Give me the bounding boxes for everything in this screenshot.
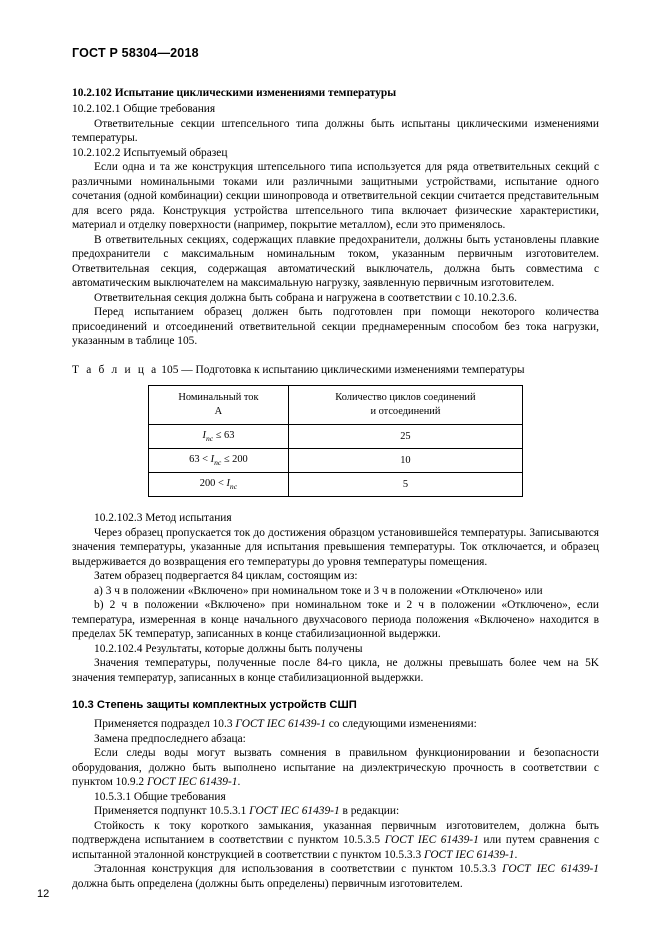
p10-5-3-1-1-part-b: в редакции: [339,805,400,818]
table-cell-cycles: 10 [288,449,522,473]
p10-3-3-part-a: Если следы воды могут вызвать сомнения в правильном функционировании и безопасности оборудования, должно быть выполнено испытание на диэлектрическую прочность в соответствии с пунктом 10.9.2 [72,747,599,789]
table-cell-cycles: 25 [288,425,522,449]
table-caption-title: Подготовка к испытанию циклическими изменениями температуры [195,363,525,376]
p10-3-1-part-b: со следующими изменениями: [325,718,477,731]
paragraph-10-2-102-2-2: В ответвительных секциях, содержащих плавкие предохранители, должны быть установлены плавкие предохранители с максимальным номинальным током, указанным первичным изготовителем. Ответвительная секция, содержащая автоматический выключатель, должна быть совместима с автоматическим выключателем на максимальную нагрузку, заявленную первичным изготовителем. [72,233,599,290]
p10-3-3-standard-ref: ГОСТ IEC 61439-1 [146,776,238,789]
table-caption [72,363,599,377]
paragraph-10-2-102-2-3: Ответвительная секция должна быть собрана и нагружена в соответствии с 10.10.2.3.6. [94,291,517,304]
table-head [149,386,523,425]
p10-3-3-part-b: . [237,776,241,789]
paragraph-10-3-1 [72,717,599,731]
paragraph-10-2-102-2-4: Перед испытанием образец должен быть подготовлен при помощи некоторого количества присоединений и отсоединений ответвительной секции преднамеренным способом без тока нагрузки, указанным в таблице 105. [72,306,599,348]
table-cell-current [149,449,289,473]
heading-10-2-102-3: 10.2.102.3 Метод испытания [94,512,232,525]
row1-rest: ≤ 200 [221,454,248,466]
table-105-wrapper [72,385,599,497]
page-number: 12 [37,888,50,900]
table-header-cycles-line2: и отсоединений [370,405,441,417]
table-header-row [149,386,523,425]
p10-5-3-1-2-part-b: или путем сравнения с испытанной эталонной конструкцией в соответствии с пунктом 10.5.3.3 [72,834,600,861]
heading-10-2-102-4: 10.2.102.4 Результаты, которые должны быть получены [94,642,363,655]
list-item-a: а) 3 ч в положении «Включено» при номинальном токе и 3 ч в положении «Отключено» или [94,584,543,597]
table-cell-current [149,425,289,449]
document-body [72,86,599,891]
paragraph-10-5-3-1-3 [72,862,599,891]
table-caption-label: Т а б л и ц а [72,363,159,376]
table-header-cycles-line1: Количество циклов соединений [335,392,476,404]
p10-5-3-1-3-part-a: Эталонная конструкция для использования в соответствии с пунктом 10.5.3.3 [94,863,503,876]
row1-prefix: 63 < [189,454,211,466]
p10-5-3-1-2-standard-ref-1: ГОСТ IEC 61439-1 [384,834,479,847]
paragraph-10-2-102-3-2: Затем образец подвергается 84 циклам, состоящим из: [94,570,358,583]
row1-subscript: nc [214,458,222,468]
table-cell-cycles: 5 [288,473,522,497]
heading-10-3: 10.3 Степень защиты комплектных устройств СШП [72,699,357,712]
row1-symbol: I [210,454,215,466]
table-body [149,425,523,497]
p10-5-3-1-2-part-a: Стойкость к току короткого замыкания, указанная первичным изготовителем, должна быть подтверждена испытанием в соответствии с пунктом 10.5.3.5 [72,819,599,847]
paragraph-10-3-2: Замена предпоследнего абзаца: [94,732,246,745]
p10-5-3-1-3-part-b: должна быть определена (должны быть определены) первичным изготовителем. [72,877,463,890]
p10-3-1-part-a: Применяется подраздел 10.3 [94,718,236,731]
table-105 [148,385,523,497]
heading-10-2-102: 10.2.102 Испытание циклическими изменениями температуры [72,87,397,99]
p10-5-3-1-1-standard-ref: ГОСТ IEC 61439-1 [249,805,340,818]
table-row [149,449,523,473]
table-caption-dash: — [181,363,193,376]
paragraph-10-3-3 [72,746,599,789]
p10-5-3-1-3-standard-ref: ГОСТ IEC 61439-1 [502,863,599,876]
paragraph-10-2-102-2-1: Если одна и та же конструкция штепсельного типа используется для ряда ответвительных секций с различными номинальными токами или различными защитными устройствами, испытание одного сочетания (одной комбинации) секции шинопровода и ответвительной секции считается представительным для всего ряда. Конструкция устройства штепсельного типа включает физические характеристики, материал и отделку поверхности (например, покрытие металлом), если это применялось. [72,161,599,232]
paragraph-10-5-3-1-1 [72,804,599,818]
document-header: ГОСТ Р 58304—2018 [72,46,199,60]
list-item-b: b) 2 ч в положении «Включено» при номинальном токе и 2 ч в положении «Отключено», если температура, измеренная в конце начального двухчасового периода положения «Включено» находится в пределах 5K температур, записанных в конце стабилизационной выдержки. [72,599,599,641]
table-header-current-line1: Номинальный ток [178,392,259,404]
row2-subscript: nc [229,482,238,492]
table-header-cycles [288,386,522,425]
row0-subscript: nc [205,434,214,444]
p10-5-3-1-1-part-a: Применяется подпункт 10.5.3.1 [94,805,250,818]
paragraph-10-2-102-4: Значения температуры, полученные после 84-го цикла, не должны превышать более чем на 5K значения температур, записанных в конце стабилизационной выдержки. [72,657,599,684]
p10-5-3-1-2-standard-ref-2: ГОСТ IEC 61439-1 [424,848,515,861]
heading-10-2-102-1: 10.2.102.1 Общие требования [72,103,216,116]
paragraph-10-5-3-1-2 [72,819,599,862]
table-header-current [149,386,289,425]
paragraph-10-2-102-1: Ответвительные секции штепсельного типа должны быть испытаны циклическими изменениями температуры. [72,117,599,145]
row2-prefix: 200 < [199,478,227,490]
table-header-current-line2: А [214,405,223,417]
heading-10-5-3-1: 10.5.3.1 Общие требования [94,790,226,803]
table-caption-number: 105 [161,363,179,376]
table-cell-current [149,473,289,497]
paragraph-10-2-102-3-1: Через образец пропускается ток до достижения образцом установившейся температуры. Записываются значения температуры, указанные для испытания превышения температуры. Ток отключается, и образец выдерживается до возвращения его температуры до уровня температуры помещения. [72,526,599,568]
row0-rest: ≤ 63 [213,430,235,442]
p10-3-1-standard-ref: ГОСТ IEC 61439-1 [235,718,326,731]
heading-10-2-102-2: 10.2.102.2 Испытуемый образец [72,146,228,159]
table-row [149,425,523,449]
p10-5-3-1-2-part-c: . [514,848,518,861]
table-row [149,473,523,497]
row2-symbol: I [226,478,230,490]
row0-symbol: I [202,430,206,442]
